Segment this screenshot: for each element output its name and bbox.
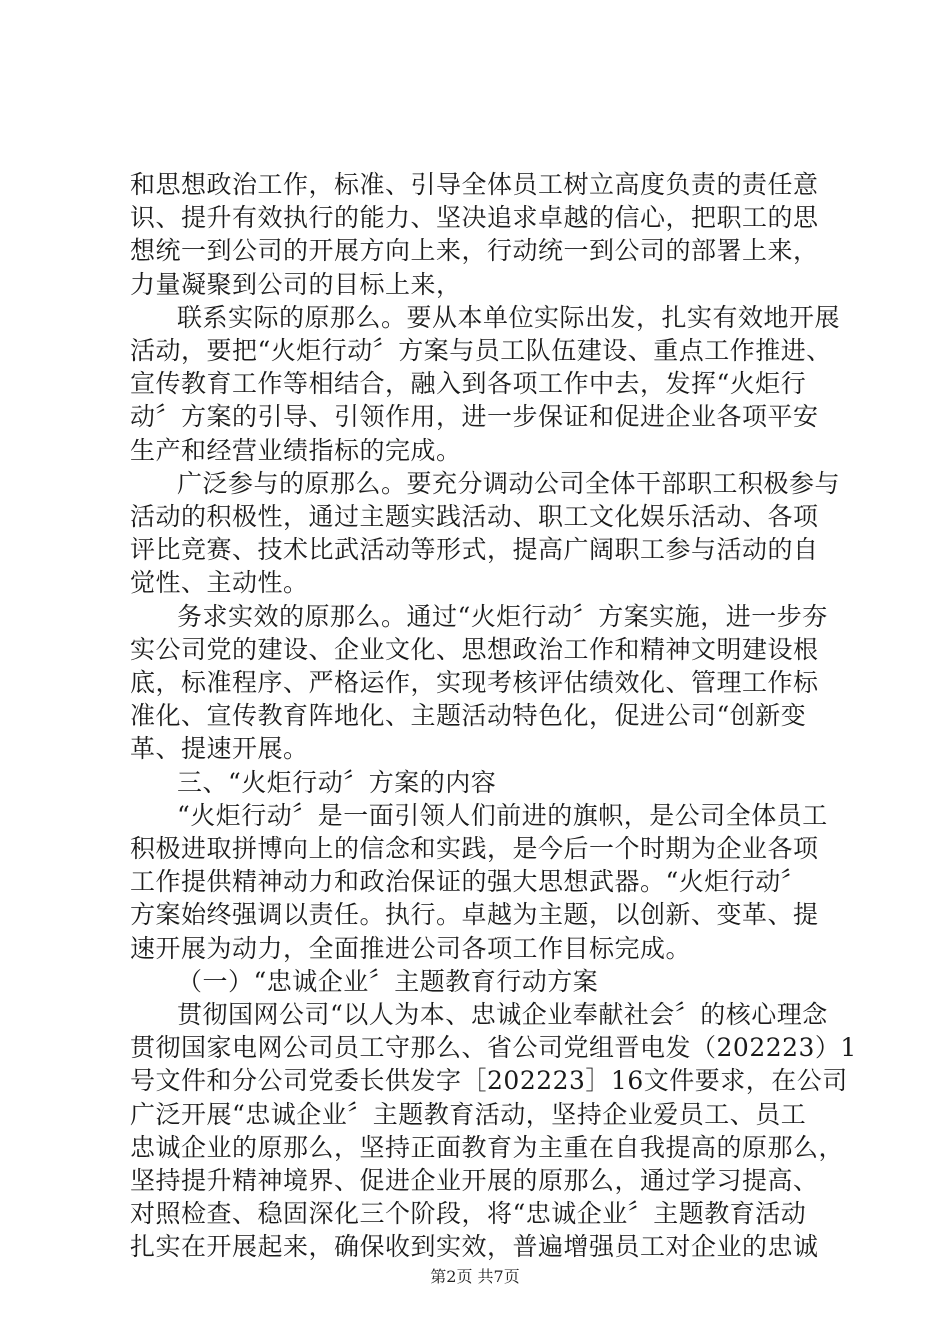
text-line: 贯彻国家电网公司员工守那么、省公司党组晋电发（202223）1: [130, 1033, 857, 1063]
text-line: 积极进取拼博向上的信念和实践，是今后一个时期为企业各项: [130, 834, 819, 863]
text-line: 速开展为动力，全面推进公司各项工作目标完成。: [130, 933, 692, 963]
page-footer: [0, 1266, 950, 1288]
text-line: “火炬行动〞是一面引领人们前进的旗帜，是公司全体员工: [177, 800, 828, 830]
text-line: 坚持提升精神境界、促进企业开展的原那么，通过学习提高、: [130, 1166, 819, 1195]
text-line: 底，标准程序、严格运作，实现考核评估绩效化、管理工作标: [130, 668, 819, 697]
text-line: 广泛参与的原那么。要充分调动公司全体干部职工积极参与: [177, 468, 841, 498]
text-line: 评比竞赛、技术比武活动等形式，提高广阔职工参与活动的自: [130, 535, 819, 565]
text-line: 联系实际的原那么。要从本单位实际出发，扎实有效地开展: [177, 302, 841, 332]
text-line: 广泛开展“忠诚企业〞主题教育活动，坚持企业爱员工、员工: [130, 1099, 807, 1129]
text-line: 工作提供精神动力和政治保证的强大思想武器。“火炬行动〞: [130, 867, 807, 897]
text-line: 方案始终强调以责任。执行。卓越为主题，以创新、变革、提: [130, 900, 819, 930]
text-line: 和思想政治工作，标准、引导全体员工树立高度负责的责任意: [130, 170, 819, 199]
text-line: 忠诚企业的原那么，坚持正面教育为主重在自我提高的原那么，: [130, 1132, 845, 1162]
text-line: 实公司党的建设、企业文化、思想政治工作和精神文明建设根: [130, 634, 819, 664]
text-line: 活动，要把“火炬行动〞方案与员工队伍建设、重点工作推进、: [130, 336, 832, 365]
text-line: 活动的积极性，通过主题实践活动、职工文化娱乐活动、各项: [130, 502, 819, 531]
text-line: 觉性、主动性。: [130, 568, 309, 598]
text-line: 务求实效的原那么。通过“火炬行动〞方案实施，进一步夯: [177, 601, 828, 631]
text-line: 动〞方案的引导、引领作用，进一步保证和促进企业各项平安: [130, 402, 819, 432]
text-line: 扎实在开展起来，确保收到实效，普遍增强员工对企业的忠诚: [130, 1232, 819, 1262]
text-line: 识、提升有效执行的能力、坚决追求卓越的信心，把职工的思: [130, 203, 819, 233]
section-heading: 三、“火炬行动〞方案的内容: [177, 767, 497, 797]
text-line: 号文件和分公司党委长供发字［202223］16文件要求，在公司: [130, 1066, 848, 1096]
text-line: 生产和经营业绩指标的完成。: [130, 435, 462, 465]
text-line: 力量凝聚到公司的目标上来，: [130, 269, 462, 299]
text-line: 准化、宣传教育阵地化、主题活动特色化，促进公司“创新变: [130, 701, 807, 731]
text-line: 对照检查、稳固深化三个阶段，将“忠诚企业〞主题教育活动: [130, 1199, 807, 1229]
text-line: 贯彻国网公司“以人为本、忠诚企业奉献社会〞的核心理念: [177, 1000, 828, 1029]
page-number: 第2页 共7页: [430, 1267, 520, 1286]
text-line: 想统一到公司的开展方向上来，行动统一到公司的部署上来，: [130, 236, 819, 266]
text-line: 革、提速开展。: [130, 734, 309, 764]
text-line: 宣传教育工作等相结合，融入到各项工作中去，发挥“火炬行: [130, 369, 807, 399]
subsection-heading: （一）“忠诚企业〞主题教育行动方案: [177, 966, 599, 996]
